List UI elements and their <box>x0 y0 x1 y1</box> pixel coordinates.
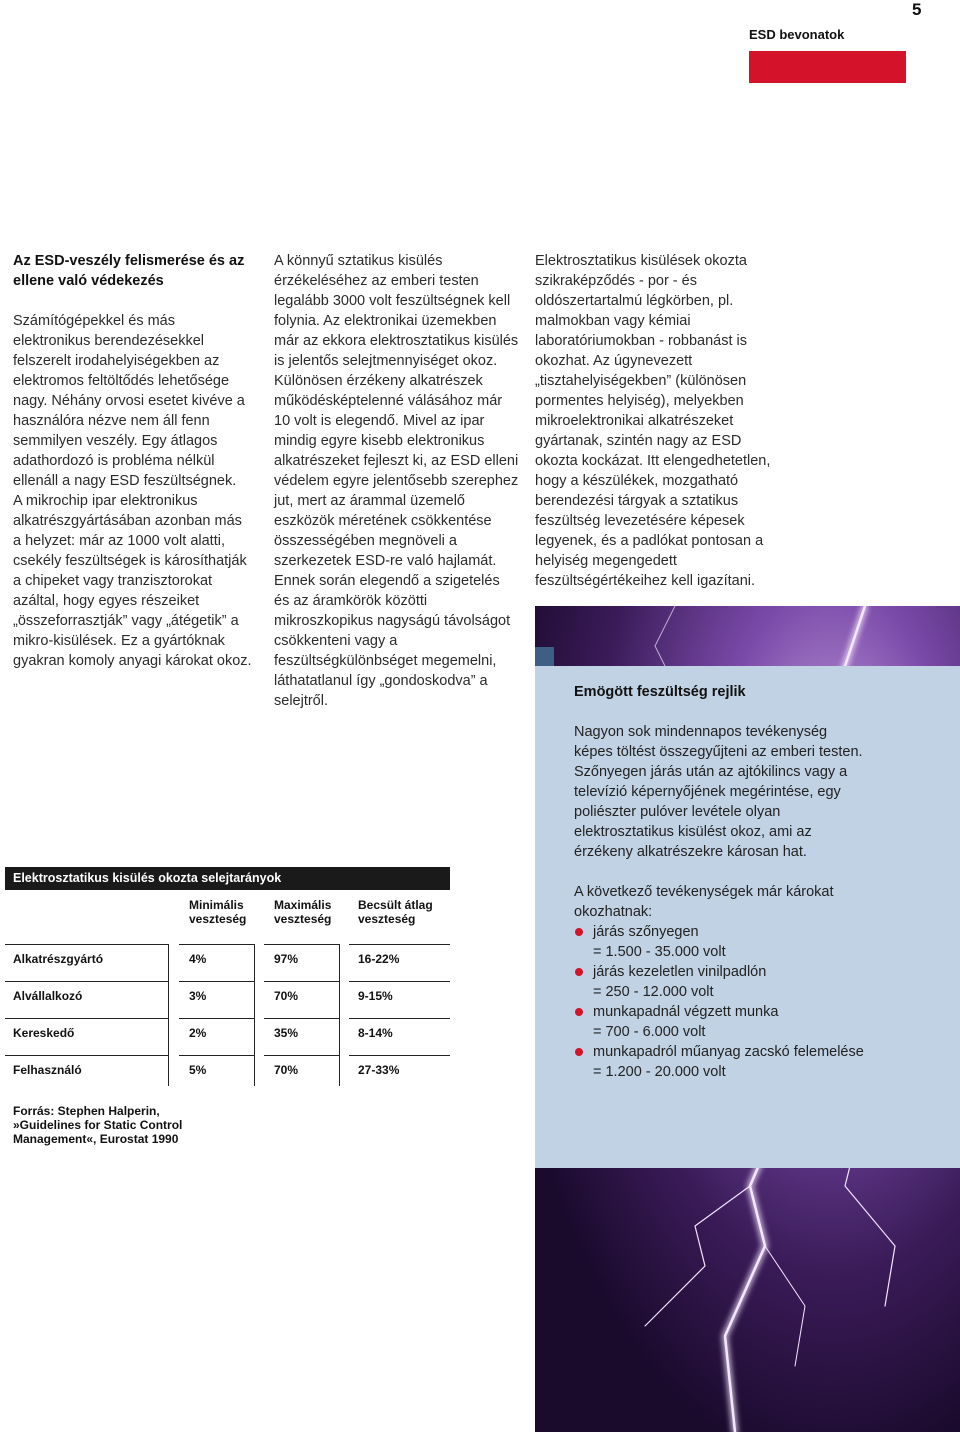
table-cell-min: 3% <box>189 989 207 1003</box>
info-box-content <box>574 682 864 1082</box>
info-box-heading: Emögött feszültség rejlik <box>574 684 746 700</box>
column-divider <box>254 944 255 1086</box>
section-title: ESD bevonatok <box>749 27 845 42</box>
table-cell-min: 5% <box>189 1063 207 1077</box>
article-heading: Az ESD-veszély felismerése és az ellene való védekezés <box>13 253 245 289</box>
table-cell-min: 2% <box>189 1026 207 1040</box>
voltage-value: = 700 - 6.000 volt <box>593 1024 706 1040</box>
bullet-icon <box>575 1048 583 1056</box>
row-divider <box>349 1018 450 1019</box>
paragraph: A könnyű sztatikus kisülés érzékeléséhez az emberi testen legalább 3000 volt feszültségnek kell folynia. Az elektronikai üzemekben már az ekkora elektrosztatikus kisülés is jelentős selejtmennyiséget okoz. Különösen érzékeny alkatrészek működésképtelenné válásához már 10 volt is elegendő. Mivel az ipar mindig egyre kisebb elektronikus alkatrészeket fejleszt ki, az ESD elleni védelem egyre jelentősebb szerephez jut, mert az árammal üzemelő eszközök méretének csökkentése összességében megnöveli a szerkezetek ESD-re való hajlamát. Ennek során elegendő a szigetelés és az áramkörök közötti mikroszkopikus nagyságú távolságot csökkenteni vagy a feszültségkülönbséget megemelni, láthatatlanul így „gondoskodva” a selejtről. <box>274 253 519 709</box>
row-divider <box>179 1055 254 1056</box>
column-divider <box>168 944 169 1086</box>
box-corner-marker <box>535 647 554 666</box>
column-header-max: Maximális veszteség <box>274 898 332 926</box>
activity-label: munkapadnál végzett munka <box>593 1004 779 1020</box>
activity-label: munkapadról műanyag zacskó felemelése <box>593 1044 864 1060</box>
row-divider <box>5 1018 168 1019</box>
table-cell-max: 35% <box>274 1026 299 1040</box>
voltage-value: = 1.200 - 20.000 volt <box>593 1064 726 1080</box>
row-divider <box>179 1018 254 1019</box>
bullet-icon <box>575 968 583 976</box>
list-item <box>574 1042 864 1082</box>
table-row-label: Kereskedő <box>13 1026 75 1040</box>
table-cell-min: 4% <box>189 952 207 966</box>
row-divider <box>5 944 168 945</box>
table-cell-max: 70% <box>274 989 299 1003</box>
table-row-label: Felhasználó <box>13 1063 82 1077</box>
row-divider <box>179 944 254 945</box>
bullet-icon <box>575 1008 583 1016</box>
table-cell-avg: 8-14% <box>358 1026 393 1040</box>
row-divider <box>264 981 339 982</box>
row-divider <box>5 1055 168 1056</box>
voltage-value: = 250 - 12.000 volt <box>593 984 714 1000</box>
paragraph: Nagyon sok mindennapos tevékenység képes töltést összegyűjteni az emberi testen. Szőnyegen járás után az ajtókilincs vagy a televízió képernyőjének megérintése, egy poliészter pulóver levétele olyan elektrosztatikus kisülést okoz, ami az érzékeny alkatrészekre károsan hat. <box>574 724 863 860</box>
row-divider <box>264 1055 339 1056</box>
accent-bar <box>749 51 906 83</box>
table-row-label: Alvállalkozó <box>13 989 83 1003</box>
column-left <box>13 251 253 671</box>
voltage-value: = 1.500 - 35.000 volt <box>593 944 726 960</box>
activity-label: járás szőnyegen <box>593 924 699 940</box>
table-cell-max: 97% <box>274 952 299 966</box>
bullet-icon <box>575 928 583 936</box>
row-divider <box>349 981 450 982</box>
table-cell-avg: 9-15% <box>358 989 393 1003</box>
column-header-min: Minimális veszteség <box>189 898 247 926</box>
list-item <box>574 962 864 1002</box>
row-divider <box>349 1055 450 1056</box>
row-divider <box>179 981 254 982</box>
row-divider <box>264 944 339 945</box>
column-middle <box>274 251 519 711</box>
row-divider <box>349 944 450 945</box>
table-cell-avg: 27-33% <box>358 1063 400 1077</box>
list-item <box>574 922 864 962</box>
column-right <box>535 251 780 591</box>
table-cell-avg: 16-22% <box>358 952 400 966</box>
paragraph: A mikrochip ipar elektronikus alkatrészgyártásában azonban más a helyzet: már az 1000 volt alatti, csekély feszültségek is károsíthatják a chipeket vagy tranzisztorokat azáltal, hogy egyes részeiket „összeforrasztják” vagy „átégetik” a mikro-kisülések. Ez a gyártóknak gyakran komoly anyagi károkat okoz. <box>13 493 252 669</box>
table-row-label: Alkatrészgyártó <box>13 952 104 966</box>
table-title: Elektrosztatikus kisülés okozta selejtarányok <box>5 867 450 890</box>
row-divider <box>264 1018 339 1019</box>
paragraph: Számítógépekkel és más elektronikus berendezésekkel felszerelt irodahelyiségekben az elektromos feltöltődés lehetősége nagy. Néhány orvosi esetet kivéve a használóra nézve nem áll fenn semmilyen veszély. Egy átlagos adathordozó is probléma nélkül ellenáll a nagy ESD feszültségnek. <box>13 313 245 489</box>
row-divider <box>5 981 168 982</box>
column-header-avg: Becsült átlag veszteség <box>358 898 433 926</box>
page-number: 5 <box>912 0 922 19</box>
list-item <box>574 1002 864 1042</box>
table-source: Forrás: Stephen Halperin, »Guidelines for Static Control Management«, Eurostat 1990 <box>13 1104 183 1146</box>
column-divider <box>339 944 340 1086</box>
paragraph: A következő tevékenységek már károkat okozhatnak: <box>574 884 834 920</box>
activity-label: járás kezeletlen vinilpadlón <box>593 964 767 980</box>
paragraph: Elektrosztatikus kisülések okozta szikraképződés - por - és oldószertartalmú légkörben, pl. malmokban vagy kémiai laboratóriumokban - robbanást is okozhat. Az úgynevezett „tisztahelyiségekben” (különösen pormentes helyiség), melyekben mikroelektronikai alkatrészeket gyártanak, szintén nagy az ESD okozta kockázat. Itt elengedhetetlen, hogy a készülékek, mozgatható berendezési tárgyak a sztatikus feszültség levezetésére képesek legyenek, és a padlókat pontosan a helyiség megengedett feszültségértékeihez kell igazítani. <box>535 253 771 589</box>
activity-list <box>574 922 864 1082</box>
table-cell-max: 70% <box>274 1063 299 1077</box>
